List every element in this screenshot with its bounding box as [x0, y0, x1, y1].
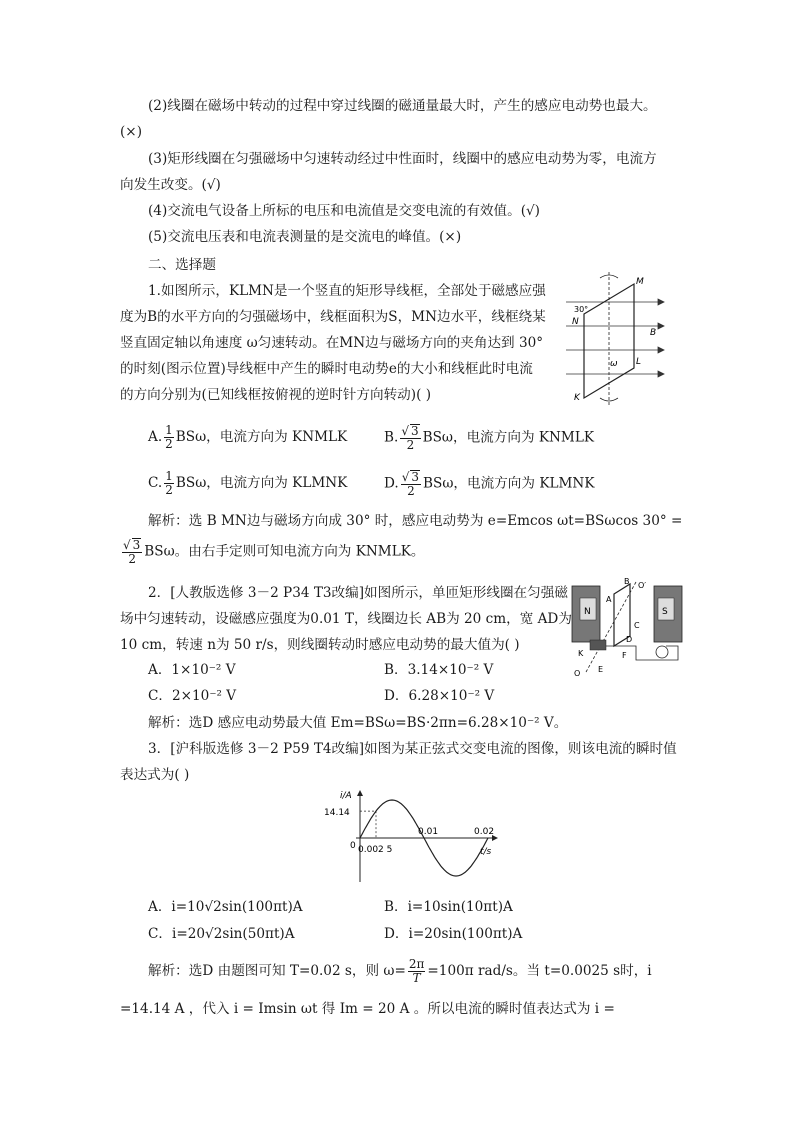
- q3-option-b[interactable]: B．i=10sin(10πt)A: [384, 899, 513, 915]
- q1-fig-label-N: N: [572, 317, 579, 327]
- q3-stem-2: 表达式为( ): [120, 767, 190, 783]
- q1-option-c[interactable]: C. $\frac{1}{2}$ BSω，电流方向为 KLMNK: [148, 469, 348, 497]
- x-tick-0-01: 0.01: [418, 827, 439, 837]
- q2-fig-label-N: N: [584, 607, 591, 617]
- q1-fig-label-omega: ω: [610, 359, 618, 369]
- q2-fig-label-S: S: [662, 607, 668, 617]
- q2-fig-label-C: C: [634, 621, 640, 630]
- q2-fig-label-A: A: [606, 595, 612, 604]
- q2-fig-label-B: B: [624, 577, 630, 586]
- judge-item-3-line1: (3)矩形线圈在匀强磁场中匀速转动经过中性面时，线圈中的感应电动势为零，电流方: [148, 151, 657, 167]
- y-tick-label: 14.14: [324, 808, 350, 819]
- q3-option-c[interactable]: C．i=20√2sin(50πt)A: [148, 926, 295, 942]
- q2-fig-label-O: O: [574, 669, 581, 678]
- q1-stem-3: 竖直固定轴以角速度 ω匀速转动。在MN边与磁场方向的夹角达到 30°: [120, 335, 544, 351]
- q2-option-a[interactable]: A．1×10⁻² V: [148, 662, 236, 678]
- q1-solution-1: 解析：选 B MN边与磁场方向成 30° 时，感应电动势为 e=Emcos ωt=BSωcos 30° =: [148, 513, 683, 529]
- q3-chart: [320, 786, 500, 888]
- q1-figure: [560, 268, 670, 408]
- q1-option-d[interactable]: D. $\frac{√ 3}{2}$ BSω，电流方向为 KLMNK: [384, 470, 595, 498]
- q1-solution-2: $\frac{√ 3}{2}$ BSω。由右手定则可知电流方向为 KNMLK。: [123, 538, 425, 566]
- q1-stem-1: 1.如图所示，KLMN是一个竖直的矩形导线框，全部处于磁感应强: [148, 283, 546, 299]
- q2-stem-3: 10 cm，转速 n为 50 r/s，则线圈转动时感应电动势的最大值为( ): [120, 637, 520, 653]
- q1-fig-label-B: B: [650, 328, 657, 338]
- q1-stem-5: 的方向分别为(已知线框按俯视的逆时针方向转动)( ): [120, 387, 432, 403]
- q2-option-b[interactable]: B．3.14×10⁻² V: [384, 662, 494, 678]
- q3-option-a[interactable]: A．i=10√2sin(100πt)A: [148, 899, 303, 915]
- section-title: 二、选择题: [148, 257, 216, 273]
- q2-stem-1: 2．[人教版选修 3－2 P34 T3改编]如图所示，单匝矩形线圈在匀强磁: [148, 585, 568, 601]
- q2-fig-label-K: K: [578, 649, 584, 658]
- q3-stem-1: 3．[沪科版选修 3－2 P59 T4改编]如图为某正弦式交变电流的图像，则该电流的瞬时值: [148, 741, 677, 757]
- q2-fig-label-O1: O′: [638, 581, 647, 590]
- y-axis-label: i/A: [340, 791, 352, 801]
- q3-option-d[interactable]: D．i=20sin(100πt)A: [384, 926, 523, 942]
- judge-item-5: (5)交流电压表和电流表测量的是交流电的峰值。(×): [148, 229, 462, 245]
- q1-fig-label-angle: 30°: [574, 305, 589, 314]
- q2-stem-2: 场中匀速转动，设磁感应强度为0.01 T，线圈边长 AB为 20 cm，宽 AD为: [120, 611, 572, 627]
- judge-item-3-line2: 向发生改变。(√): [120, 177, 221, 193]
- q2-fig-label-E: E: [598, 665, 604, 674]
- x-tick-0-02: 0.02: [474, 827, 495, 837]
- q1-fig-label-M: M: [636, 277, 644, 287]
- q1-option-a[interactable]: A. $\frac{1}{2}$ BSω，电流方向为 KNMLK: [148, 423, 348, 451]
- q2-fig-label-F: F: [622, 651, 627, 660]
- x-axis-label: t/s: [480, 847, 492, 857]
- y-axis-arrow: [357, 790, 363, 796]
- q3-solution-1: 解析：选D 由题图可知 T=0.02 s，则 ω= $\frac{2\pi}{T}$ =100π rad/s。当 t=0.0025 s时，i: [148, 957, 652, 985]
- q2-option-d[interactable]: D．6.28×10⁻² V: [384, 688, 495, 704]
- q2-figure: [566, 576, 686, 680]
- x-tick-0-0025: 0.002 5: [358, 845, 393, 855]
- q1-stem-2: 度为B的水平方向的匀强磁场中，线框面积为S，MN边水平，线框绕某: [120, 309, 546, 325]
- q1-fig-label-L: L: [636, 357, 642, 367]
- x-tick-0: 0: [350, 841, 356, 851]
- q3-solution-2: =14.14 A ，代入 i = Imsin ωt 得 Im = 20 A 。所以电流的瞬时值表达式为 i =: [120, 1001, 615, 1017]
- judge-item-2-mark: (×): [120, 124, 142, 140]
- judge-item-2: (2)线圈在磁场中转动的过程中穿过线圈的磁通量最大时，产生的感应电动势也最大。: [148, 98, 657, 114]
- q2-option-c[interactable]: C．2×10⁻² V: [148, 688, 237, 704]
- q1-option-b[interactable]: B. $\frac{√ 3}{2}$ BSω，电流方向为 KNMLK: [384, 424, 595, 452]
- judge-item-4: (4)交流电气设备上所标的电压和电流值是交变电流的有效值。(√): [148, 203, 540, 219]
- q1-fig-label-K: K: [574, 393, 580, 403]
- q1-stem-4: 的时刻(图示位置)导线框中产生的瞬时电动势e的大小和线框此时电流: [120, 361, 533, 377]
- q2-fig-label-D: D: [626, 635, 633, 644]
- q2-solution: 解析：选D 感应电动势最大值 Em=BSω=BS·2πn=6.28×10⁻² V。: [148, 715, 568, 731]
